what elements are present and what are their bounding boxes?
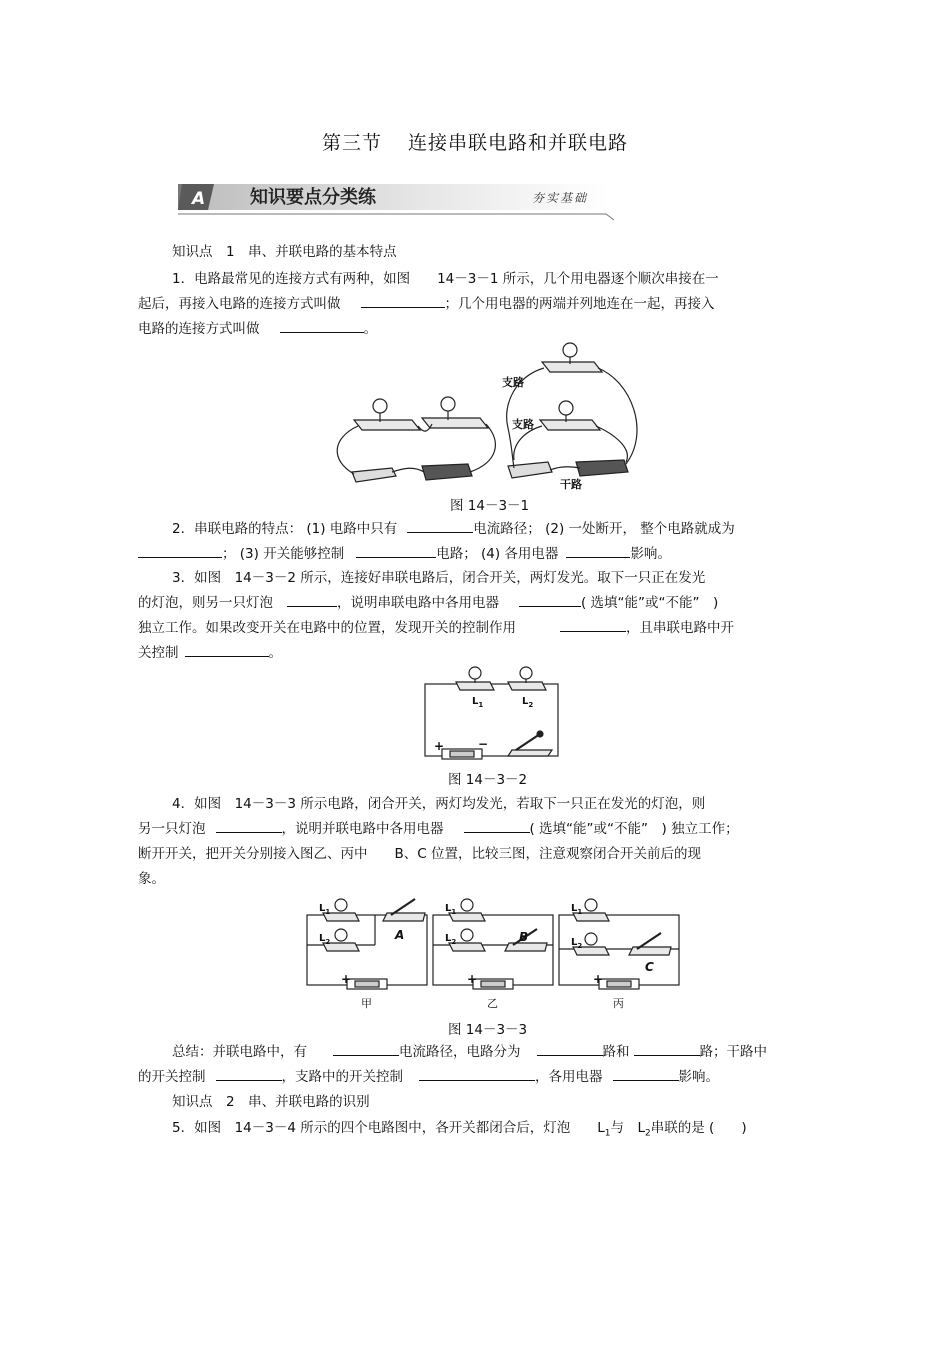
q3-text: 关控制 bbox=[138, 645, 179, 661]
q3-line3 bbox=[138, 616, 734, 640]
q2-blank-3[interactable] bbox=[356, 543, 436, 558]
title-section: 第三节 bbox=[321, 132, 382, 154]
fig3-caption: 图 14－3－3 bbox=[448, 1022, 528, 1038]
fig3-panel-jia: 甲 bbox=[361, 997, 372, 1010]
fig1-label-branch2: 支路 bbox=[512, 418, 534, 431]
summary-text: 总结：并联电路中，有 bbox=[172, 1044, 307, 1060]
summary-line1 bbox=[172, 1040, 767, 1064]
q1-text: ；几个用电器的两端并列地连在一起，再接入 bbox=[444, 296, 715, 312]
q3-line2 bbox=[138, 591, 718, 615]
summary-line2 bbox=[138, 1065, 719, 1089]
q1-text: 。 bbox=[363, 321, 377, 337]
banner-graphic bbox=[178, 180, 620, 224]
q2-blank-1[interactable] bbox=[407, 518, 473, 533]
q4-line2 bbox=[138, 817, 739, 841]
summary-blank-4[interactable] bbox=[216, 1066, 282, 1081]
q3-text: 独立工作。如果改变开关在电路中的位置，发现开关的控制作用 bbox=[138, 620, 516, 636]
fig2-caption: 图 14－3－2 bbox=[448, 772, 528, 788]
fig2-minus: − bbox=[478, 737, 489, 751]
q2-line2 bbox=[138, 542, 671, 566]
banner-label: 知识要点分类练 bbox=[250, 187, 376, 208]
figure-14-3-2-graphic bbox=[420, 664, 565, 764]
q4-line1: 4．如图 14－3－3 所示电路，闭合开关，两灯均发光，若取下一只正在发光的灯泡，则 bbox=[172, 796, 706, 812]
q5-text: 5．如图 14－3－4 所示的四个电路图中，各开关都闭合后，灯泡 L bbox=[172, 1120, 605, 1136]
title-text: 连接串联电路和并联电路 bbox=[408, 132, 629, 154]
q3-text: 。 bbox=[268, 645, 282, 661]
fig3-switch-c: C bbox=[645, 960, 654, 974]
q3-line4 bbox=[138, 641, 282, 665]
q1-text: 起后，再接入电路的连接方式叫做 bbox=[138, 296, 341, 312]
q3-blank-1[interactable] bbox=[287, 592, 337, 607]
fig3-switch-a: A bbox=[395, 928, 405, 942]
fig3-yi-l1: $L_1$ bbox=[445, 903, 457, 916]
fig2-label-l1: $L_1$ bbox=[472, 696, 484, 709]
fig3-panel-bing: 丙 bbox=[613, 997, 624, 1010]
fig3-panel-yi: 乙 bbox=[487, 997, 498, 1010]
fig3-bing-l1: $L_1$ bbox=[571, 903, 583, 916]
q3-line1: 3．如图 14－3－2 所示，连接好串联电路后，闭合开关，两灯发光。取下一只正在发光 bbox=[172, 570, 706, 586]
summary-blank-5[interactable] bbox=[419, 1066, 535, 1081]
q5-text: 串联的是 ( ) bbox=[650, 1120, 747, 1136]
fig3-plus-yi: + bbox=[467, 972, 478, 986]
q4-text: ，说明并联电路中各用电器 bbox=[281, 821, 444, 837]
q3-blank-4[interactable] bbox=[185, 642, 269, 657]
figure-14-3-1 bbox=[332, 342, 652, 492]
summary-blank-1[interactable] bbox=[333, 1041, 399, 1056]
summary-text: 电流路径，电路分为 bbox=[399, 1044, 521, 1060]
fig1-label-branch1: 支路 bbox=[502, 376, 524, 389]
q1-blank-2[interactable] bbox=[280, 318, 364, 333]
q2-blank-2[interactable] bbox=[138, 543, 222, 558]
q2-text: ； (3) 开关能够控制 bbox=[222, 546, 345, 562]
q1-line1: 1．电路最常见的连接方式有两种，如图 14－3－1 所示，几个用电器逐个顺次串接在一 bbox=[172, 271, 719, 287]
banner-sub: 夯实基础 bbox=[532, 191, 589, 205]
q2-line1 bbox=[172, 517, 735, 541]
q5-sub: 1 bbox=[604, 1128, 611, 1139]
figure-14-3-2 bbox=[420, 664, 565, 764]
summary-blank-2[interactable] bbox=[537, 1041, 603, 1056]
fig2-label-l2: $L_2$ bbox=[522, 696, 534, 709]
q2-text: 电路； (4) 各用电器 bbox=[436, 546, 559, 562]
q3-text: ，说明串联电路中各用电器 bbox=[337, 595, 499, 611]
q4-line3: 断开开关，把开关分别接入图乙、丙中 B、C 位置，比较三图，注意观察闭合开关前后的现 bbox=[138, 846, 701, 862]
summary-text: 路；干路中 bbox=[699, 1044, 767, 1060]
q2-text: 2．串联电路的特点： (1) 电路中只有 bbox=[172, 521, 398, 537]
summary-text: ，支路中的开关控制 bbox=[281, 1069, 403, 1085]
q3-text: ( 选填“能”或“不能” ) bbox=[581, 595, 719, 611]
q3-text: 的灯泡，则另一只灯泡 bbox=[138, 595, 273, 611]
fig3-jia-l1: $L_1$ bbox=[319, 903, 331, 916]
fig1-caption: 图 14－3－1 bbox=[450, 498, 530, 514]
fig3-plus-jia: + bbox=[341, 972, 352, 986]
summary-text: 的开关控制 bbox=[138, 1069, 206, 1085]
figure-14-3-1-graphic bbox=[332, 342, 652, 492]
q1-blank-1[interactable] bbox=[361, 293, 445, 308]
q1-line2 bbox=[138, 292, 715, 316]
fig3-jia-l2: $L_2$ bbox=[319, 933, 331, 946]
fig2-plus: + bbox=[434, 739, 445, 753]
q4-text: 另一只灯泡 bbox=[138, 821, 206, 837]
q5-line1 bbox=[172, 1116, 747, 1146]
fig3-plus-bing: + bbox=[593, 972, 604, 986]
q2-text: 电流路径； (2) 一处断开， 整个电路就成为 bbox=[473, 521, 735, 537]
fig1-label-trunk: 干路 bbox=[560, 478, 582, 491]
q4-blank-2[interactable] bbox=[464, 818, 530, 833]
page-title bbox=[0, 128, 950, 155]
q2-text: 影响。 bbox=[630, 546, 671, 562]
figure-14-3-3-graphic bbox=[305, 893, 685, 1013]
q3-text: ，且串联电路中开 bbox=[626, 620, 734, 636]
fig3-switch-b: B bbox=[519, 930, 529, 944]
kp1-heading: 知识点 1 串、并联电路的基本特点 bbox=[172, 244, 397, 260]
summary-text: 路和 bbox=[602, 1044, 630, 1060]
q5-text: 与 L bbox=[610, 1120, 646, 1136]
fig3-yi-l2: $L_2$ bbox=[445, 933, 457, 946]
q3-blank-2[interactable] bbox=[519, 592, 581, 607]
q1-text: 电路的连接方式叫做 bbox=[138, 321, 260, 337]
q3-blank-3[interactable] bbox=[560, 617, 626, 632]
banner-badge: A bbox=[192, 189, 206, 209]
summary-text: 影响。 bbox=[678, 1069, 719, 1085]
figure-14-3-3 bbox=[305, 893, 685, 1013]
q4-line4: 象。 bbox=[138, 871, 165, 887]
fig3-bing-l2: $L_2$ bbox=[571, 937, 583, 950]
section-banner bbox=[178, 180, 620, 224]
q4-text: ( 选填“能”或“不能” ) 独立工作； bbox=[529, 821, 739, 837]
summary-blank-3[interactable] bbox=[634, 1041, 700, 1056]
q2-blank-4[interactable] bbox=[566, 543, 630, 558]
summary-blank-6[interactable] bbox=[613, 1066, 679, 1081]
kp2-heading: 知识点 2 串、并联电路的识别 bbox=[172, 1094, 370, 1110]
q1-line3 bbox=[138, 317, 377, 341]
q4-blank-1[interactable] bbox=[216, 818, 282, 833]
q5-sub: 2 bbox=[645, 1128, 651, 1139]
summary-text: ，各用电器 bbox=[535, 1069, 603, 1085]
